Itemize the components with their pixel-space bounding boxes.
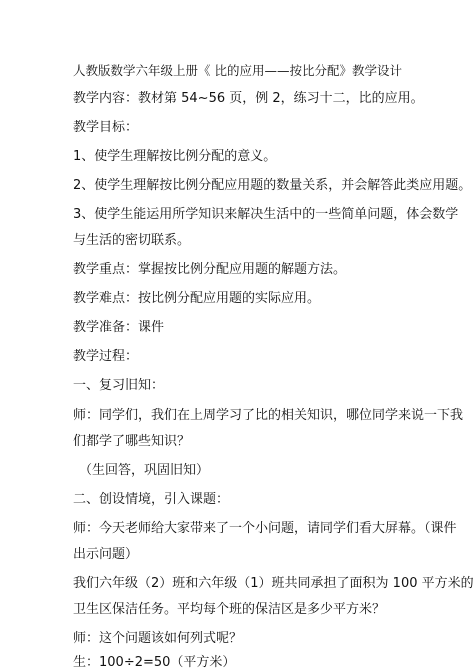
goals-heading: 教学目标： bbox=[73, 120, 139, 135]
student-answer-note: （生回答，巩固旧知） bbox=[79, 463, 210, 478]
goal-item-3-line-1: 3、使学生能运用所学知识来解决生活中的一些简单问题，体会数学 bbox=[73, 207, 459, 222]
document-title: 人教版数学六年级上册《 比的应用——按比分配》教学设计 bbox=[73, 63, 402, 78]
goal-item-2: 2、使学生理解按比例分配应用题的数量关系，并会解答此类应用题。 bbox=[73, 178, 472, 193]
student-answer-2: 生：100÷2=50（平方米） bbox=[73, 655, 236, 670]
teaching-content: 教学内容：教材第 54~56 页，例 2，练习十二，比的应用。 bbox=[73, 91, 424, 106]
teacher-question-2-line-1: 师：今天老师给大家带来了一个小问题，请同学们看大屏幕。（课件 bbox=[73, 521, 457, 536]
problem-line-2: 卫生区保洁任务。平均每个班的保洁区是多少平方米？ bbox=[73, 602, 386, 617]
teacher-question-1-line-1: 师：同学们，我们在上周学习了比的相关知识，哪位同学来说一下我 bbox=[73, 408, 464, 423]
goal-item-1: 1、使学生理解按比例分配的意义。 bbox=[73, 149, 277, 164]
section-introduce: 二、创设情境，引入课题： bbox=[73, 492, 230, 507]
key-point: 教学重点：掌握按比例分配应用题的解题方法。 bbox=[73, 262, 347, 277]
teacher-question-3: 师：这个问题该如何列式呢？ bbox=[73, 631, 243, 646]
section-review: 一、复习旧知： bbox=[73, 378, 165, 393]
teacher-question-2-line-2: 出示问题） bbox=[73, 547, 139, 562]
preparation: 教学准备：课件 bbox=[73, 320, 165, 335]
teacher-question-1-line-2: 们都学了哪些知识？ bbox=[73, 434, 191, 449]
goal-item-3-line-2: 与生活的密切联系。 bbox=[73, 233, 191, 248]
process-heading: 教学过程： bbox=[73, 349, 139, 364]
problem-line-1: 我们六年级（2）班和六年级（1）班共同承担了面积为 100 平方米的 bbox=[73, 576, 474, 591]
difficulty-point: 教学难点：按比例分配应用题的实际应用。 bbox=[73, 291, 321, 306]
